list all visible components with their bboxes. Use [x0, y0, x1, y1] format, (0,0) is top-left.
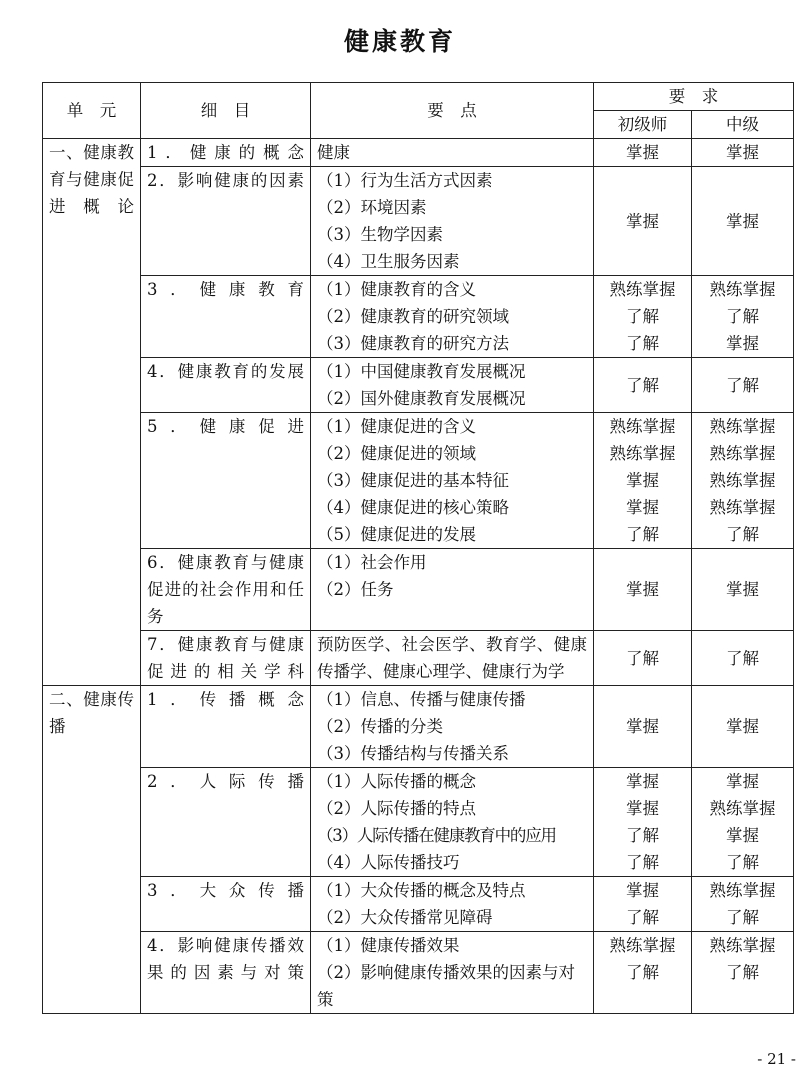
requirement-value: 了解 [726, 963, 759, 982]
requirement-value: 熟练掌握 [609, 444, 676, 463]
requirement-value: 了解 [726, 648, 759, 668]
point-item: 健康 [317, 143, 350, 162]
header-unit: 单 元 [43, 83, 141, 139]
requirement-junior-cell [594, 276, 692, 358]
requirement-value: 了解 [726, 307, 759, 326]
requirement-intermediate-cell [692, 768, 794, 877]
requirement-value: 了解 [626, 648, 659, 668]
requirement-value: 掌握 [726, 334, 759, 353]
unit-cell: 一、健康教育与健康促进概论 [43, 139, 141, 686]
requirement-value: 掌握 [726, 826, 759, 845]
detail-cell: 2．人际传播 [141, 768, 311, 877]
requirement-value: 熟练掌握 [709, 417, 776, 436]
requirement-value: 了解 [726, 375, 759, 395]
requirement-value: 了解 [726, 908, 759, 927]
requirement-intermediate-cell [692, 358, 794, 413]
table-row [43, 686, 794, 768]
point-item: （2）影响健康传播效果的因素与对策 [317, 963, 575, 1009]
requirement-value: 熟练掌握 [709, 471, 776, 490]
detail-cell: 3．健康教育 [141, 276, 311, 358]
requirement-intermediate-cell [692, 932, 794, 1014]
table-row [43, 276, 794, 358]
requirement-junior-cell [594, 877, 692, 932]
requirement-value: 掌握 [726, 143, 759, 162]
page-number: - 21 - [757, 1050, 796, 1068]
point-item: （2）健康促进的领域 [317, 444, 476, 463]
requirement-value: 掌握 [726, 211, 759, 231]
points-cell [311, 139, 594, 167]
point-item: （3）人际传播在健康教育中的应用 [317, 826, 556, 845]
requirement-value: 掌握 [626, 881, 659, 900]
requirement-value: 了解 [626, 525, 659, 544]
point-item: （5）健康促进的发展 [317, 525, 476, 544]
detail-cell: 4．影响健康传播效果的因素与对策 [141, 932, 311, 1014]
requirement-value: 熟练掌握 [609, 280, 676, 299]
points-cell [311, 768, 594, 877]
requirement-value: 掌握 [626, 143, 659, 162]
syllabus-table [42, 82, 794, 1014]
requirement-junior-cell [594, 932, 692, 1014]
requirement-value: 掌握 [626, 717, 659, 736]
requirement-intermediate-cell [692, 631, 794, 686]
points-cell [311, 413, 594, 549]
table-row [43, 358, 794, 413]
requirement-intermediate-cell [692, 686, 794, 768]
table-row [43, 877, 794, 932]
requirement-value: 掌握 [626, 471, 659, 490]
requirement-intermediate-cell [692, 139, 794, 167]
detail-cell: 1．健康的概念 [141, 139, 311, 167]
requirement-intermediate-cell [692, 877, 794, 932]
requirement-value: 掌握 [726, 580, 759, 599]
requirement-intermediate-cell [692, 413, 794, 549]
detail-cell: 3．大众传播 [141, 877, 311, 932]
requirement-junior-cell [594, 686, 692, 768]
point-item: （2）传播的分类 [317, 717, 443, 736]
page-title: 健康教育 [343, 27, 456, 56]
point-item: （4）卫生服务因素 [317, 252, 460, 271]
requirement-value: 了解 [726, 853, 759, 872]
table-row [43, 768, 794, 877]
requirement-value: 了解 [626, 826, 659, 845]
points-cell [311, 358, 594, 413]
requirement-value: 了解 [626, 963, 659, 982]
requirement-value: 掌握 [626, 580, 659, 599]
point-item: （2）环境因素 [317, 198, 427, 217]
requirement-value: 熟练掌握 [709, 936, 776, 955]
requirement-value: 熟练掌握 [709, 280, 776, 299]
table-row [43, 631, 794, 686]
requirement-value: 熟练掌握 [709, 498, 776, 517]
header-requirement: 要 求 [594, 83, 794, 111]
point-item: （3）传播结构与传播关系 [317, 744, 509, 763]
detail-cell: 1．传播概念 [141, 686, 311, 768]
detail-cell: 7．健康教育与健康促进的相关学科 [141, 631, 311, 686]
points-cell [311, 932, 594, 1014]
header-level-intermediate: 中级 [692, 111, 794, 139]
table-row [43, 139, 794, 167]
requirement-value: 熟练掌握 [609, 417, 676, 436]
point-item: （4）健康促进的核心策略 [317, 498, 509, 517]
requirement-junior-cell [594, 358, 692, 413]
requirement-intermediate-cell [692, 276, 794, 358]
requirement-junior-cell [594, 139, 692, 167]
point-item: （1）健康教育的含义 [317, 280, 476, 299]
requirement-value: 了解 [626, 853, 659, 872]
requirement-value: 熟练掌握 [709, 444, 776, 463]
point-item: （1）信息、传播与健康传播 [317, 690, 526, 709]
point-item: （1）社会作用 [317, 553, 427, 572]
requirement-intermediate-cell [692, 167, 794, 276]
requirement-value: 掌握 [626, 498, 659, 517]
point-item: （3）健康促进的基本特征 [317, 471, 509, 490]
requirement-value: 了解 [626, 334, 659, 353]
points-cell [311, 877, 594, 932]
point-item: （1）健康传播效果 [317, 936, 460, 955]
requirement-value: 熟练掌握 [709, 881, 776, 900]
requirement-value: 了解 [626, 375, 659, 395]
point-item: （2）人际传播的特点 [317, 799, 476, 818]
requirement-junior-cell [594, 549, 692, 631]
requirement-value: 掌握 [726, 772, 759, 791]
point-item: （2）任务 [317, 580, 394, 599]
requirement-junior-cell [594, 167, 692, 276]
point-item: 预防医学、社会医学、教育学、健康传播学、健康心理学、健康行为学 [317, 635, 587, 681]
requirement-value: 了解 [726, 525, 759, 544]
requirement-value: 掌握 [626, 211, 659, 231]
requirement-value: 了解 [626, 307, 659, 326]
point-item: （2）国外健康教育发展概况 [317, 389, 526, 408]
table-row [43, 413, 794, 549]
point-item: （2）健康教育的研究领域 [317, 307, 509, 326]
requirement-value: 熟练掌握 [609, 936, 676, 955]
header-detail: 细 目 [141, 83, 311, 139]
detail-cell: 2．影响健康的因素 [141, 167, 311, 276]
point-item: （1）行为生活方式因素 [317, 171, 493, 190]
detail-cell: 6．健康教育与健康促进的社会作用和任务 [141, 549, 311, 631]
point-item: （1）健康促进的含义 [317, 417, 476, 436]
requirement-junior-cell [594, 768, 692, 877]
point-item: （1）中国健康教育发展概况 [317, 362, 526, 381]
points-cell [311, 686, 594, 768]
requirement-junior-cell [594, 413, 692, 549]
points-cell [311, 167, 594, 276]
point-item: （3）健康教育的研究方法 [317, 334, 509, 353]
points-cell [311, 549, 594, 631]
requirement-value: 熟练掌握 [709, 799, 776, 818]
point-item: （1）大众传播的概念及特点 [317, 881, 526, 900]
point-item: （1）人际传播的概念 [317, 772, 476, 791]
table-row [43, 932, 794, 1014]
detail-cell: 5．健康促进 [141, 413, 311, 549]
point-item: （4）人际传播技巧 [317, 853, 460, 872]
requirement-value: 掌握 [626, 772, 659, 791]
points-cell [311, 276, 594, 358]
requirement-intermediate-cell [692, 549, 794, 631]
unit-cell: 二、健康传播 [43, 686, 141, 1014]
header-points: 要 点 [311, 83, 594, 139]
table-row [43, 167, 794, 276]
points-cell [311, 631, 594, 686]
detail-cell: 4．健康教育的发展 [141, 358, 311, 413]
requirement-junior-cell [594, 631, 692, 686]
point-item: （3）生物学因素 [317, 225, 443, 244]
requirement-value: 掌握 [726, 717, 759, 736]
header-level-junior: 初级师 [594, 111, 692, 139]
table-row [43, 549, 794, 631]
point-item: （2）大众传播常见障碍 [317, 908, 493, 927]
requirement-value: 掌握 [626, 799, 659, 818]
requirement-value: 了解 [626, 908, 659, 927]
